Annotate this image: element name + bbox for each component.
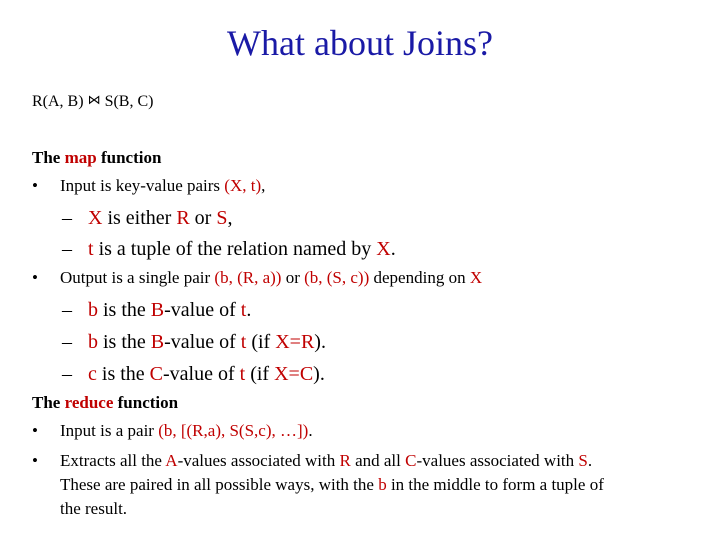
bullet-text: Input is a pair bbox=[60, 421, 154, 440]
bullet-text: the result. bbox=[60, 499, 128, 518]
join-right-relation: S(B, C) bbox=[104, 93, 154, 110]
highlight-text: X bbox=[88, 207, 103, 229]
bullet-icon: • bbox=[32, 451, 38, 470]
highlight-text: (X, t) bbox=[224, 176, 262, 195]
map-sub-b-if-r bbox=[62, 330, 326, 354]
highlight-text: S bbox=[216, 207, 228, 229]
highlight-text: X=R bbox=[275, 331, 315, 353]
highlight-text: X bbox=[469, 268, 483, 287]
sub-text: ). bbox=[314, 331, 326, 353]
sub-text: is a tuple of the relation named by bbox=[98, 238, 372, 260]
sub-text: -value of bbox=[164, 331, 236, 353]
highlight-text: X bbox=[376, 238, 391, 260]
heading-text: function bbox=[100, 148, 162, 167]
join-expression bbox=[32, 92, 153, 111]
highlight-text: b bbox=[88, 299, 98, 321]
sub-text: is either bbox=[107, 207, 172, 229]
sub-text: -value of bbox=[164, 299, 236, 321]
sub-text: or bbox=[194, 207, 212, 229]
dash-icon: – bbox=[62, 207, 72, 229]
highlight-text: b bbox=[378, 475, 387, 494]
highlight-text: B bbox=[150, 299, 165, 321]
highlight-text: B bbox=[150, 331, 165, 353]
heading-text: function bbox=[117, 393, 179, 412]
highlight-text: R bbox=[176, 207, 190, 229]
highlight-text: S bbox=[578, 451, 588, 470]
map-heading bbox=[32, 148, 161, 168]
highlight-text: X=C bbox=[274, 363, 314, 385]
bullet-text: These are paired in all possible ways, with the bbox=[60, 475, 374, 494]
reduce-heading bbox=[32, 393, 178, 413]
reduce-bullet-extract bbox=[32, 451, 592, 471]
heading-text: The bbox=[32, 393, 61, 412]
bullet-icon: • bbox=[32, 176, 38, 195]
bullet-text: Input is key-value pairs bbox=[60, 176, 221, 195]
dash-icon: – bbox=[62, 363, 72, 385]
slide-title: What about Joins? bbox=[227, 23, 493, 63]
highlight-text: t bbox=[240, 331, 247, 353]
highlight-text: (b, (S, c)) bbox=[304, 268, 370, 287]
highlight-text: (b, [(R,a), S(S,c), …]) bbox=[158, 421, 309, 440]
bullet-text: . bbox=[308, 421, 313, 440]
highlight-text: t bbox=[239, 363, 246, 385]
sub-text: is the bbox=[103, 299, 146, 321]
bullet-text: -values associated with bbox=[177, 451, 336, 470]
bullet-text: or bbox=[285, 268, 300, 287]
dash-icon: – bbox=[62, 238, 72, 260]
sub-text: (if bbox=[250, 363, 270, 385]
highlight-text: R bbox=[339, 451, 351, 470]
bullet-text: depending on bbox=[373, 268, 466, 287]
bullet-icon: • bbox=[32, 421, 38, 440]
bullet-text: Extracts all the bbox=[60, 451, 162, 470]
join-left-relation: R(A, B) bbox=[32, 93, 84, 110]
map-bullet-output bbox=[32, 268, 482, 288]
bullet-text: in the middle to form a tuple of bbox=[390, 475, 604, 494]
heading-text: The bbox=[32, 148, 61, 167]
reduce-bullet-extract-line2 bbox=[60, 475, 604, 495]
sub-text: (if bbox=[251, 331, 271, 353]
bullet-text: Output is a single pair bbox=[60, 268, 211, 287]
bullet-text: . bbox=[587, 451, 593, 470]
reduce-bullet-input bbox=[32, 421, 313, 441]
sub-text: , bbox=[227, 207, 233, 229]
dash-icon: – bbox=[62, 299, 72, 321]
sub-text: . bbox=[246, 299, 252, 321]
bullet-text: -values associated with bbox=[416, 451, 575, 470]
map-sub-t bbox=[62, 237, 396, 261]
reduce-bullet-extract-line3 bbox=[60, 499, 127, 519]
highlight-text: A bbox=[165, 451, 178, 470]
sub-text: -value of bbox=[163, 363, 235, 385]
map-sub-c-if-c bbox=[62, 362, 325, 386]
highlight-text: C bbox=[149, 363, 164, 385]
sub-text: is the bbox=[101, 363, 145, 385]
map-keyword: map bbox=[64, 148, 97, 167]
sub-text: is the bbox=[103, 331, 146, 353]
map-sub-b bbox=[62, 298, 251, 322]
bullet-icon: • bbox=[32, 268, 38, 287]
bowtie-join-icon: ⋈ bbox=[87, 92, 101, 107]
sub-text: . bbox=[390, 238, 396, 260]
highlight-text: t bbox=[88, 238, 94, 260]
highlight-text: t bbox=[240, 299, 247, 321]
highlight-text: b bbox=[88, 331, 98, 353]
map-sub-x bbox=[62, 206, 232, 230]
bullet-text: and all bbox=[355, 451, 401, 470]
sub-text: ). bbox=[313, 363, 325, 385]
highlight-text: c bbox=[88, 363, 97, 385]
highlight-text: C bbox=[405, 451, 417, 470]
map-bullet-input bbox=[32, 176, 265, 196]
highlight-text: (b, (R, a)) bbox=[214, 268, 282, 287]
reduce-keyword: reduce bbox=[64, 393, 114, 412]
dash-icon: – bbox=[62, 331, 72, 353]
bullet-text: , bbox=[261, 176, 266, 195]
